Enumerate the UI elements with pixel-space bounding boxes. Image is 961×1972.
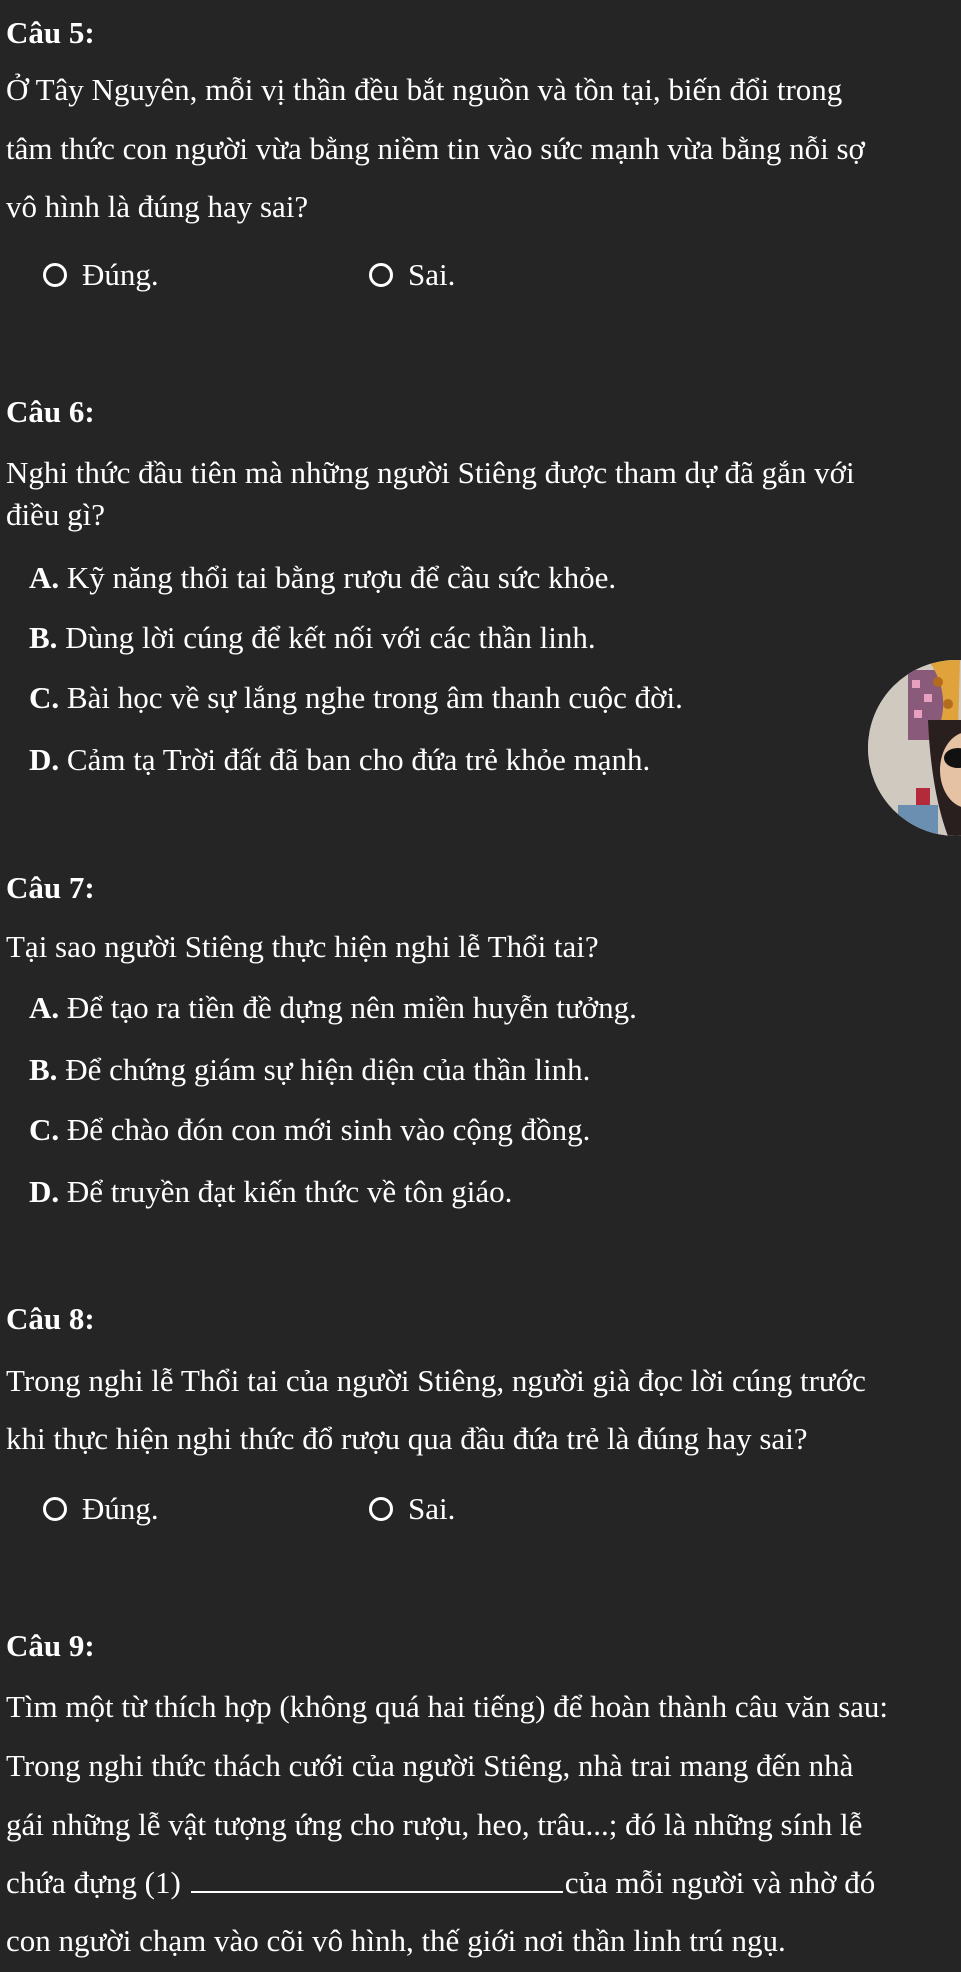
question-7-option-b[interactable]	[29, 1052, 590, 1088]
question-7-option-d[interactable]	[29, 1174, 512, 1210]
question-7-option-a[interactable]	[29, 990, 637, 1026]
question-5-line-3: vô hình là đúng hay sai?	[6, 189, 309, 224]
question-5-line-1: Ở Tây Nguyên, mỗi vị thần đều bắt nguồn và tồn tại, biến đổi trong	[6, 72, 843, 107]
radio-button[interactable]	[369, 263, 393, 287]
option-letter: B.	[29, 1052, 58, 1087]
option-text: Để truyền đạt kiến thức về tôn giáo.	[66, 1174, 513, 1209]
question-7-title: Câu 7:	[6, 870, 95, 905]
question-9-line-1: Tìm một từ thích hợp (không quá hai tiếng) để hoàn thành câu văn sau:	[6, 1689, 889, 1724]
option-letter: C.	[29, 680, 60, 715]
question-8-line-1: Trong nghi lễ Thổi tai của người Stiêng, người già đọc lời cúng trước	[6, 1363, 866, 1398]
question-6-line-2: điều gì?	[6, 497, 105, 532]
question-8-title: Câu 8:	[6, 1301, 95, 1336]
question-6-title: Câu 6:	[6, 394, 95, 429]
option-text: Để chứng giám sự hiện diện của thần linh.	[65, 1052, 591, 1087]
option-true-label: Đúng.	[82, 257, 159, 292]
option-letter: D.	[29, 742, 60, 777]
question-6-line-1: Nghi thức đầu tiên mà những người Stiêng được tham dự đã gắn với	[6, 455, 855, 490]
question-7-option-c[interactable]	[29, 1112, 590, 1148]
option-text: Kỹ năng thổi tai bằng rượu để cầu sức khỏe.	[66, 560, 617, 595]
option-true-label: Đúng.	[82, 1491, 159, 1526]
question-5-title: Câu 5:	[6, 15, 95, 50]
avatar-photo-icon	[868, 660, 961, 836]
question-6-option-d[interactable]	[29, 742, 650, 778]
question-6-option-c[interactable]	[29, 680, 683, 716]
question-5-line-2: tâm thức con người vừa bằng niềm tin vào sức mạnh vừa bằng nỗi sợ	[6, 131, 865, 166]
option-letter: D.	[29, 1174, 60, 1209]
question-9-blank-line	[6, 1865, 875, 1901]
avatar[interactable]	[868, 660, 961, 836]
question-8-option-false[interactable]	[369, 1491, 455, 1527]
question-9-title: Câu 9:	[6, 1628, 95, 1663]
blank-prefix: chứa đựng (1)	[6, 1865, 181, 1900]
question-8-option-true[interactable]	[43, 1491, 159, 1527]
radio-button[interactable]	[369, 1497, 393, 1521]
option-text: Dùng lời cúng để kết nối với các thần linh.	[65, 620, 596, 655]
fill-in-blank-1[interactable]	[191, 1865, 563, 1893]
question-8-line-2: khi thực hiện nghi thức đổ rượu qua đầu đứa trẻ là đúng hay sai?	[6, 1421, 808, 1456]
radio-button[interactable]	[43, 263, 67, 287]
question-9-line-2: Trong nghi thức thách cưới của người Stiêng, nhà trai mang đến nhà	[6, 1748, 854, 1783]
radio-button[interactable]	[43, 1497, 67, 1521]
option-false-label: Sai.	[408, 1491, 456, 1526]
question-6-option-a[interactable]	[29, 560, 616, 596]
question-5-option-true[interactable]	[43, 257, 159, 293]
question-6-option-b[interactable]	[29, 620, 596, 656]
option-text: Để chào đón con mới sinh vào cộng đồng.	[66, 1112, 591, 1147]
question-7-line-1: Tại sao người Stiêng thực hiện nghi lễ Thổi tai?	[6, 929, 599, 964]
option-text: Bài học về sự lắng nghe trong âm thanh cuộc đời.	[66, 680, 683, 715]
option-letter: A.	[29, 560, 60, 595]
option-letter: B.	[29, 620, 58, 655]
question-9-last-line: con người chạm vào cõi vô hình, thế giới nơi thần linh trú ngụ.	[6, 1923, 786, 1958]
option-text: Để tạo ra tiền đề dựng nên miền huyễn tưởng.	[66, 990, 637, 1025]
option-letter: A.	[29, 990, 60, 1025]
question-5-option-false[interactable]	[369, 257, 455, 293]
option-false-label: Sai.	[408, 257, 456, 292]
blank-suffix: của mỗi người và nhờ đó	[564, 1865, 876, 1900]
option-letter: C.	[29, 1112, 60, 1147]
question-9-line-3: gái những lễ vật tượng ứng cho rượu, heo, trâu...; đó là những sính lễ	[6, 1807, 863, 1842]
option-text: Cảm tạ Trời đất đã ban cho đứa trẻ khỏe mạnh.	[66, 742, 651, 777]
